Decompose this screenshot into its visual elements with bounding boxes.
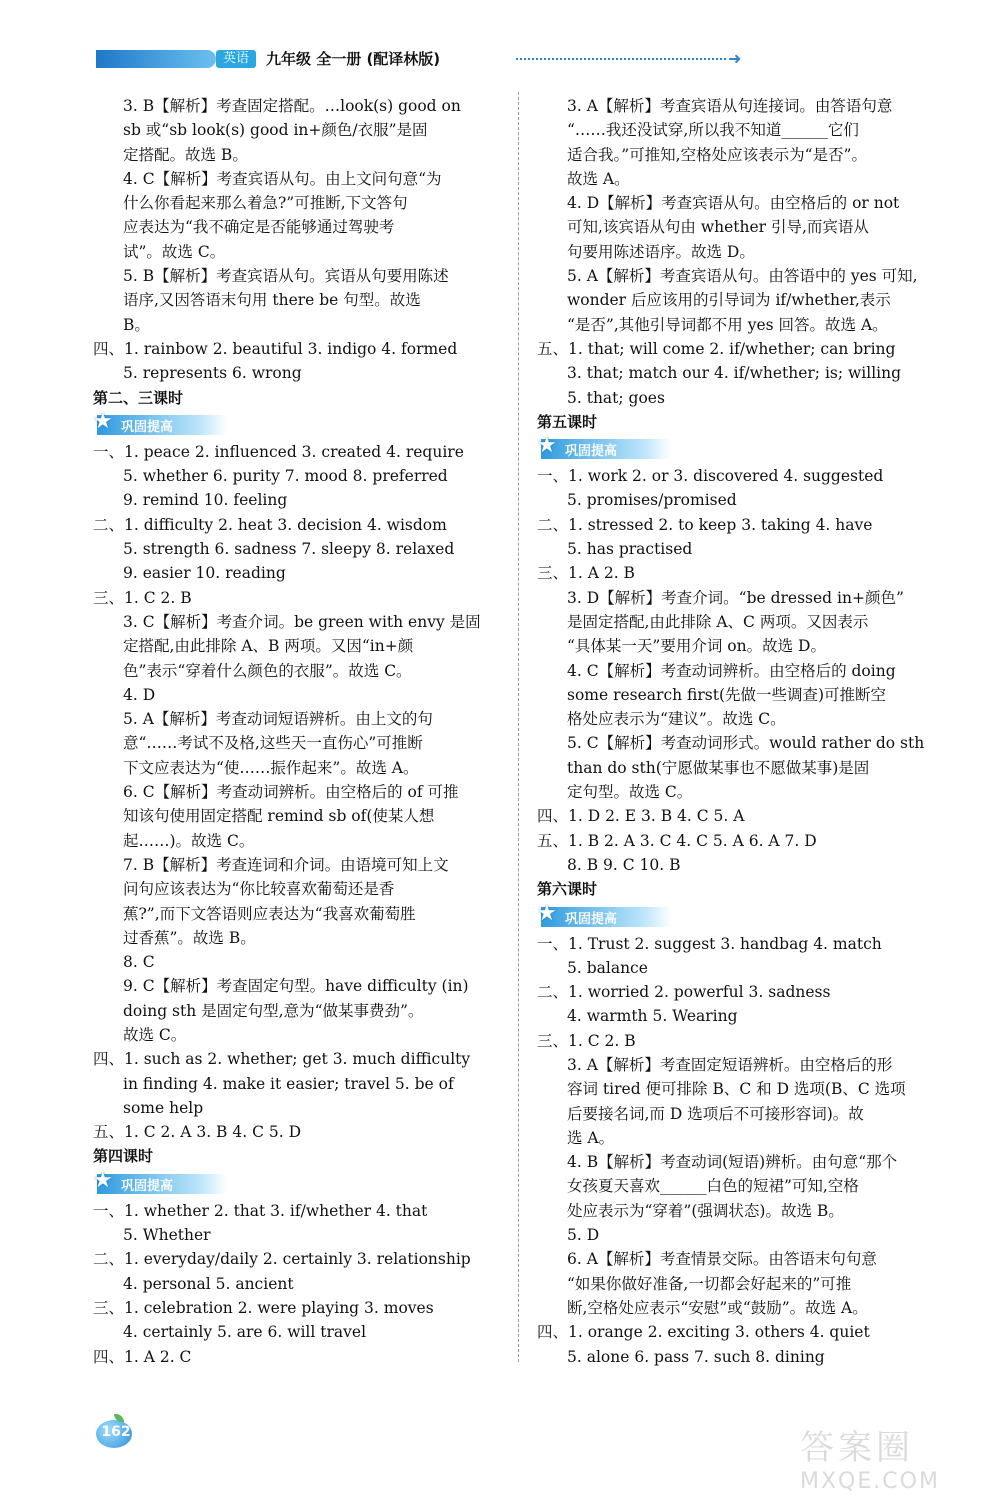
answer-line: 适合我。”可推知,空格处应该表示为“是否”。: [567, 145, 867, 164]
answer-line: 四、1. orange 2. exciting 3. others 4. quiet: [537, 1323, 870, 1342]
answer-line: 5. Whether: [123, 1226, 211, 1245]
tag-label: 巩固提高: [565, 444, 618, 460]
answer-line: 5. whether 6. purity 7. mood 8. preferred: [123, 467, 448, 486]
left-column: [93, 94, 503, 1369]
answer-line: 二、1. difficulty 2. heat 3. decision 4. wisdom: [93, 515, 447, 534]
watermark-bottom: MXQE.COM: [800, 1469, 940, 1494]
answer-line: 9. C【解析】考查固定句型。have difficulty (in): [123, 977, 469, 996]
answer-line: 故选 A。: [567, 169, 630, 188]
section-tag: [537, 433, 949, 462]
answer-line: 故选 C。: [123, 1025, 187, 1044]
answer-line: some help: [123, 1098, 204, 1117]
answer-line: 意“……考试不及格,这些天一直伤心”可推断: [123, 734, 423, 753]
star-icon: ★: [537, 900, 557, 926]
answer-line: 三、1. C 2. B: [537, 1031, 636, 1050]
answer-line: 选 A。: [567, 1128, 615, 1147]
answer-line: 一、1. work 2. or 3. discovered 4. suggested: [537, 467, 884, 486]
answer-line: 一、1. Trust 2. suggest 3. handbag 4. match: [537, 934, 882, 953]
answer-line: 色”表示“穿着什么颜色的衣服”。故选 C。: [123, 661, 412, 680]
answer-line: 四、1. D 2. E 3. B 4. C 5. A: [537, 807, 745, 826]
answer-line: 蕉?”,而下文答语则应表达为“我喜欢葡萄胜: [123, 904, 416, 923]
answer-line: 5. alone 6. pass 7. such 8. dining: [567, 1347, 825, 1366]
answer-line: 试”。故选 C。: [123, 242, 226, 261]
header-info: 九年级 全一册 (配译林版): [266, 50, 441, 68]
answer-line: 定句型。故选 C。: [567, 783, 693, 802]
answer-line: 4. C【解析】考查宾语从句。由上文问句意“为: [123, 169, 442, 188]
answer-line: 二、1. everyday/daily 2. certainly 3. relationship: [93, 1250, 471, 1269]
answer-line: in finding 4. make it easier; travel 5. be of: [123, 1074, 454, 1093]
answer-line: 5. that; goes: [567, 388, 665, 407]
answer-line: 格处应表示为“建议”。故选 C。: [567, 710, 786, 729]
answer-line: 5. B【解析】考查宾语从句。宾语从句要用陈述: [123, 267, 449, 286]
answer-line: 4. warmth 5. Wearing: [567, 1007, 738, 1026]
section-tag: [537, 900, 949, 930]
answer-line: 什么你看起来那么着急?”可推断,下文答句: [123, 194, 408, 213]
answer-line: “是否”,其他引导词都不用 yes 回答。故选 A。: [567, 315, 888, 334]
answer-line: “具体某一天”要用介词 on。故选 D。: [567, 637, 826, 656]
answer-line: 5. D: [567, 1226, 600, 1245]
answer-line: 起……)。故选 C。: [123, 831, 255, 850]
answer-line: 五、1. B 2. A 3. C 4. C 5. A 6. A 7. D: [537, 831, 817, 850]
answer-line: 五、1. C 2. A 3. B 4. C 5. D: [93, 1123, 302, 1142]
answer-line: 三、1. celebration 2. were playing 3. moves: [93, 1298, 434, 1317]
answer-line: 4. D: [123, 685, 156, 704]
section-tag: [93, 1167, 503, 1197]
answer-line: 3. A【解析】考查固定短语辨析。由空格后的形: [567, 1055, 893, 1074]
answer-line: 是固定搭配,由此排除 A、C 两项。又因表示: [567, 612, 869, 631]
answer-line: 定搭配,由此排除 A、B 两项。又因“in+颜: [123, 637, 414, 656]
section-heading: 第五课时: [537, 412, 598, 431]
answer-line: 二、1. stressed 2. to keep 3. taking 4. have: [537, 515, 873, 534]
answer-line: 一、1. peace 2. influenced 3. created 4. require: [93, 442, 464, 461]
answer-line: 4. certainly 5. are 6. will travel: [123, 1323, 367, 1342]
answer-line: 四、1. A 2. C: [93, 1347, 192, 1366]
answer-line: 5. promises/promised: [567, 491, 737, 510]
answer-line: 4. C【解析】考查动词辨析。由空格后的 doing: [567, 661, 896, 680]
tag-label: 巩固提高: [565, 911, 618, 927]
answer-line: 9. easier 10. reading: [123, 564, 286, 583]
answer-line: 8. C: [123, 953, 155, 972]
answer-line: 断,空格处应表示“安慰”或“鼓励”。故选 A。: [567, 1298, 868, 1317]
answer-line: 6. A【解析】考查情景交际。由答语末句句意: [567, 1250, 877, 1269]
answer-line: 3. A【解析】考查宾语从句连接词。由答语句意: [567, 97, 893, 115]
answer-line: 过香蕉”。故选 B。: [123, 928, 256, 947]
answer-line: 一、1. whether 2. that 3. if/whether 4. that: [93, 1201, 428, 1220]
section-heading: 第四课时: [93, 1147, 154, 1166]
answer-line: doing sth 是固定句型,意为“做某事费劲”。: [123, 1001, 424, 1020]
answer-line: 4. D【解析】考查宾语从句。由空格后的 or not: [567, 194, 900, 213]
answer-line: 五、1. that; will come 2. if/whether; can bring: [537, 339, 896, 358]
watermark: [800, 1420, 980, 1494]
answer-line: 四、1. rainbow 2. beautiful 3. indigo 4. formed: [93, 339, 458, 358]
answer-line: 5. has practised: [567, 540, 693, 559]
answer-line: 三、1. A 2. B: [537, 564, 635, 583]
answer-line: 容词 tired 便可排除 B、C 和 D 选项(B、C 选项: [567, 1080, 906, 1099]
answer-line: 知该句使用固定搭配 remind sb of(使某人想: [123, 807, 435, 826]
header-dots: [516, 58, 726, 60]
answer-line: 定搭配。故选 B。: [123, 145, 248, 164]
answer-line: 7. B【解析】考查连词和介词。由语境可知上文: [123, 855, 449, 874]
page-number-badge: [96, 1416, 136, 1448]
star-icon: ★: [93, 408, 113, 434]
answer-line: 下文应表达为“使……振作起来”。故选 A。: [123, 758, 419, 777]
answer-line: wonder 后应该用的引导词为 if/whether,表示: [567, 291, 891, 310]
answer-line: 3. B【解析】考查固定搭配。…look(s) good on: [123, 97, 461, 115]
answer-line: “……我还没试穿,所以我不知道______它们: [567, 121, 859, 140]
watermark-top: 答案圈: [800, 1428, 914, 1468]
answer-line: 3. D【解析】考查介词。“be dressed in+颜色”: [567, 588, 904, 607]
answer-line: sb 或“sb look(s) good in+颜色/衣服”是固: [123, 121, 428, 140]
answer-line: 问句应该表达为“你比较喜欢葡萄还是香: [123, 880, 395, 899]
answer-line: “如果你做好准备,一切都会好起来的”可推: [567, 1274, 852, 1293]
answer-line: 可知,该宾语从句由 whether 引导,而宾语从: [567, 218, 869, 237]
answer-line: 4. B【解析】考查动词(短语)辨析。由句意“那个: [567, 1153, 898, 1172]
section-tag: [93, 408, 503, 438]
answer-line: 5. balance: [567, 958, 648, 977]
answer-line: 女孩夏天喜欢______白色的短裙”可知,空格: [567, 1177, 859, 1196]
answer-line: 应表达为“我不确定是否能够通过驾驶考: [123, 218, 395, 237]
answer-line: 四、1. such as 2. whether; get 3. much difficulty: [93, 1050, 471, 1069]
answer-line: some research first(先做一些调查)可推断空: [567, 685, 887, 704]
star-icon: ★: [93, 1167, 113, 1193]
answer-line: 5. A【解析】考查动词短语辨析。由上文的句: [123, 710, 433, 729]
page-header: [96, 44, 742, 80]
answer-line: 三、1. C 2. B: [93, 588, 192, 607]
answer-line: 9. remind 10. feeling: [123, 491, 288, 510]
subject-badge: 英语: [216, 50, 256, 68]
star-icon: ★: [537, 433, 557, 459]
page-number: 162: [101, 1424, 131, 1440]
answer-line: 语序,又因答语末句用 there be 句型。故选: [123, 291, 421, 310]
answer-line: 后要接名词,而 D 选项后不可接形容词)。故: [567, 1104, 864, 1123]
answer-line: B。: [123, 315, 150, 334]
answer-line: 句要用陈述语序。故选 D。: [567, 242, 755, 261]
column-divider: [518, 92, 519, 1362]
answer-line: 二、1. worried 2. powerful 3. sadness: [537, 983, 831, 1002]
arrow-right-icon: ➜: [728, 49, 742, 68]
answer-line: 5. C【解析】考查动词形式。would rather do sth: [567, 734, 925, 753]
tag-label: 巩固提高: [121, 419, 174, 435]
right-column: [537, 94, 949, 1369]
header-swoosh: [96, 50, 216, 68]
answer-line: 8. B 9. C 10. B: [567, 855, 681, 874]
answer-line: than do sth(宁愿做某事也不愿做某事)是固: [567, 758, 870, 777]
tag-label: 巩固提高: [121, 1178, 174, 1194]
answer-line: 4. personal 5. ancient: [123, 1274, 294, 1293]
section-heading: 第六课时: [537, 880, 598, 899]
answer-line: 3. that; match our 4. if/whether; is; willing: [567, 364, 902, 383]
answer-line: 6. C【解析】考查动词辨析。由空格后的 of 可推: [123, 783, 459, 802]
answer-line: 5. A【解析】考查宾语从句。由答语中的 yes 可知,: [567, 267, 918, 286]
section-heading: 第二、三课时: [93, 388, 184, 407]
answer-line: 5. represents 6. wrong: [123, 364, 302, 383]
answer-line: 5. strength 6. sadness 7. sleepy 8. relaxed: [123, 540, 455, 559]
answer-line: 处应表示为“穿着”(强调状态)。故选 B。: [567, 1201, 844, 1220]
answer-line: 3. C【解析】考查介词。be green with envy 是固: [123, 612, 481, 631]
